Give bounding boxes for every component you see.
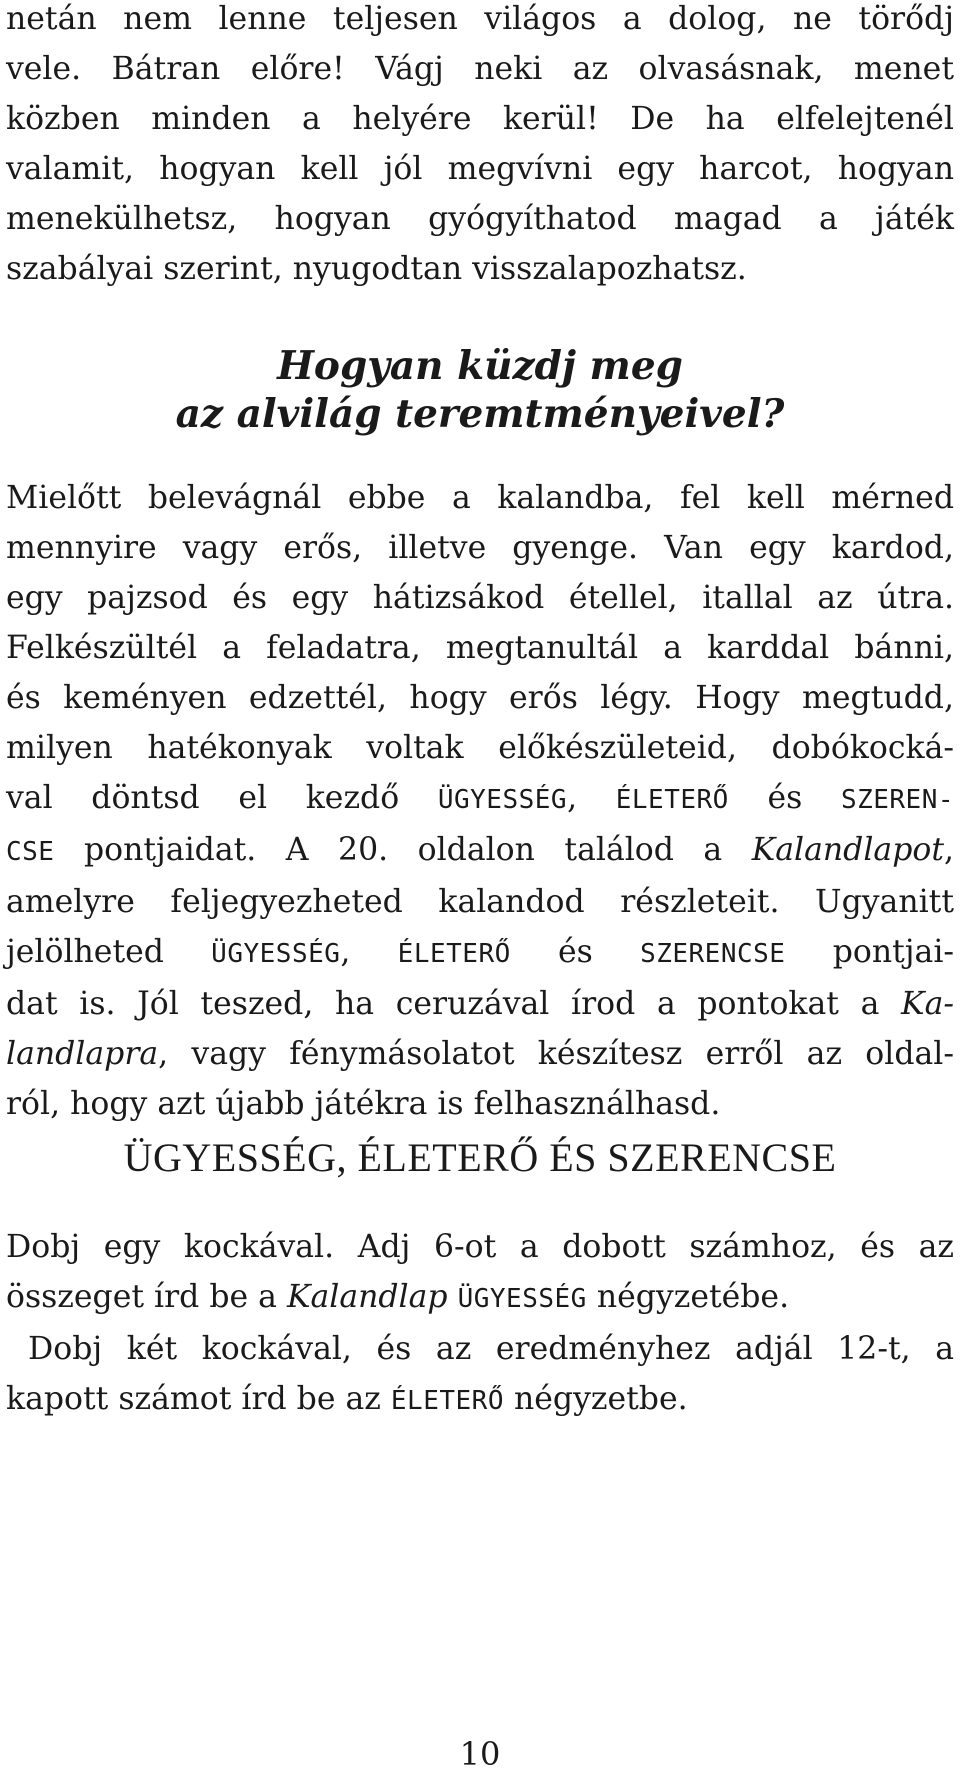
combat-heading-line1: Hogyan küzdj meg [277, 343, 683, 389]
text-run: dat is. Jól teszed, ha ceruzával írod a pontokat a [6, 986, 880, 1022]
text-run: , [567, 780, 578, 816]
text-line: Mielőtt belevágnál ebbe a kalandba, fel kell mérned [6, 480, 954, 516]
page-number: 10 [459, 1735, 501, 1773]
text-line: netán nem lenne teljesen világos a dolog, ne törődj [6, 1, 954, 37]
text-line: Dobj egy kockával. Adj 6-ot a dobott számhoz, és az [6, 1229, 954, 1265]
adventure-sheet-term: Kalandlapot [751, 832, 944, 868]
text-run: val döntsd el kezdő [6, 780, 400, 816]
skill-term: ÜGYESSÉG [457, 1284, 587, 1314]
text-line: valamit, hogyan kell jól megvívni egy harcot, hogyan [6, 151, 954, 187]
text-line: szabályai szerint, nyugodtan visszalapozhatsz. [6, 251, 747, 287]
text-line: mennyire vagy erős, illetve gyenge. Van egy kardod, [6, 530, 954, 566]
text-run: , [943, 832, 954, 868]
text-run: és [767, 780, 803, 816]
text-line: Felkészültél a feladatra, megtanultál a karddal bánni, [6, 630, 954, 666]
text-run: pontjai- [832, 934, 955, 970]
stamina-term: ÉLETERŐ [615, 785, 729, 815]
text-line [6, 773, 954, 825]
text-run: jelölheted [6, 934, 164, 970]
combat-paragraph [6, 473, 954, 1129]
adventure-sheet-term: Kalandlap [286, 1279, 448, 1315]
text-run: négyzetbe. [514, 1381, 688, 1417]
text-line: közben minden a helyére kerül! De ha elfelejtenél [6, 101, 954, 137]
intro-paragraph [6, 0, 954, 294]
text-line [6, 1272, 954, 1324]
section-title: ÜGYESSÉG, ÉLETERŐ ÉS SZERENCSE [123, 1135, 837, 1180]
text-line: menekülhetsz, hogyan gyógyíthatod magad a játék [6, 201, 954, 237]
text-run: pontjaidat. A 20. oldalon találod a [83, 832, 723, 868]
luck-term: CSE [6, 837, 55, 867]
text-line: vele. Bátran előre! Vágj neki az olvasásnak, menet [6, 51, 954, 87]
text-run: négyzetébe. [596, 1279, 790, 1315]
text-run: , vagy fénymásolatot készítesz erről az oldal- [158, 1036, 954, 1072]
text-line [6, 1029, 954, 1079]
text-line [6, 1374, 954, 1426]
text-line [6, 979, 954, 1029]
text-line: amelyre feljegyezheted kalandod részleteit. Ugyanitt [6, 884, 954, 920]
text-line: és keményen edzettél, hogy erős légy. Hogy megtudd, [6, 680, 954, 716]
skill-term: ÜGYESSÉG [211, 939, 341, 969]
text-run: összeget írd be a [6, 1279, 277, 1315]
text-run: , [340, 934, 351, 970]
text-line: ról, hogy azt újabb játékra is felhasználhasd. [6, 1086, 721, 1122]
skill-term: ÜGYESSÉG [437, 785, 568, 815]
text-line: milyen hatékonyak voltak előkészületeid, dobókocká- [6, 730, 954, 766]
text-line: Dobj két kockával, és az eredményhez adjál 12-t, a [28, 1331, 954, 1367]
stamina-term: ÉLETERŐ [397, 939, 511, 969]
stamina-term: ÉLETERŐ [390, 1386, 504, 1416]
text-line [6, 825, 954, 877]
adventure-sheet-term: landlapra [6, 1036, 159, 1072]
text-run: és [558, 934, 593, 970]
rules-paragraph [6, 1222, 954, 1426]
text-line [6, 927, 954, 979]
text-line: egy pajzsod és egy hátizsákod étellel, itallal az útra. [6, 580, 954, 616]
luck-term: SZEREN- [840, 785, 955, 815]
adventure-sheet-term: Ka- [901, 986, 954, 1022]
text-run: kapott számot írd be az [6, 1381, 381, 1417]
luck-term: SZERENCSE [640, 939, 786, 969]
combat-heading-line2: az alvilág teremtményeivel? [175, 391, 785, 437]
